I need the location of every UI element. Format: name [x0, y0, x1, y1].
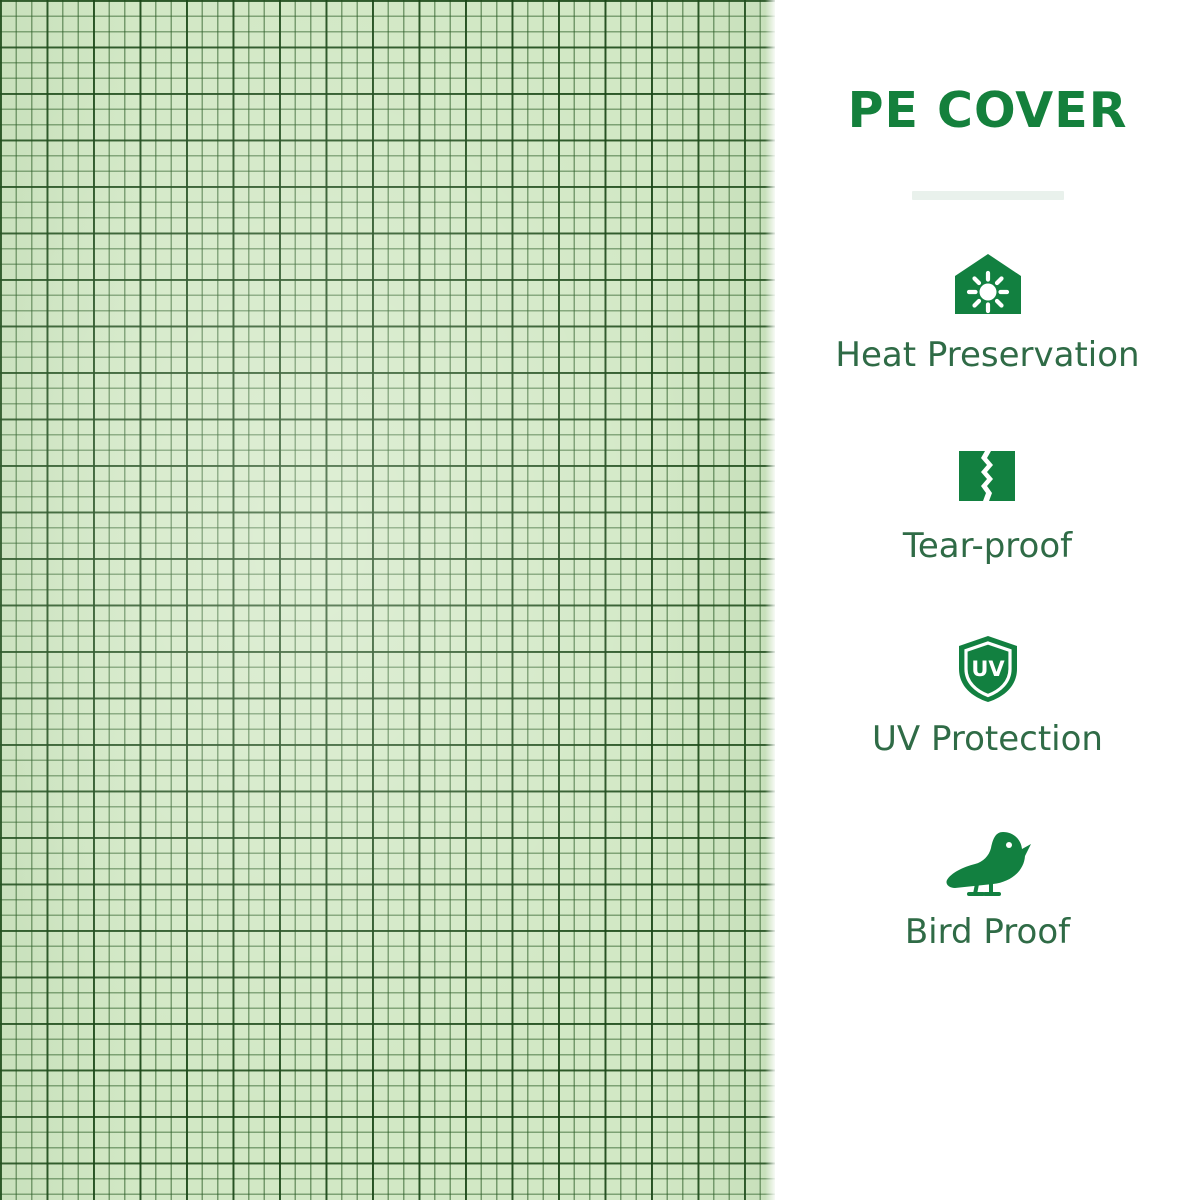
- torn-fabric-icon: [955, 439, 1019, 513]
- feature-label: Bird Proof: [904, 912, 1071, 953]
- feature-label: UV Protection: [872, 719, 1103, 760]
- title-divider: [912, 191, 1064, 200]
- page-title: PE COVER: [847, 82, 1128, 139]
- feature-heat-preservation: [835, 242, 1139, 375]
- feature-uv-protection: [872, 632, 1103, 759]
- feature-tear-proof: [903, 439, 1072, 566]
- svg-text:UV: UV: [970, 657, 1005, 682]
- feature-panel: [775, 0, 1200, 1200]
- bird-icon: [941, 825, 1033, 899]
- feature-label: Tear-proof: [902, 526, 1073, 567]
- fabric-right-edge-fade: [765, 0, 775, 1200]
- feature-bird-proof: [905, 825, 1070, 952]
- greenhouse-sun-icon: [952, 248, 1024, 322]
- uv-shield-icon: [955, 632, 1021, 706]
- feature-label: Heat Preservation: [835, 335, 1140, 375]
- feature-list: [775, 242, 1200, 996]
